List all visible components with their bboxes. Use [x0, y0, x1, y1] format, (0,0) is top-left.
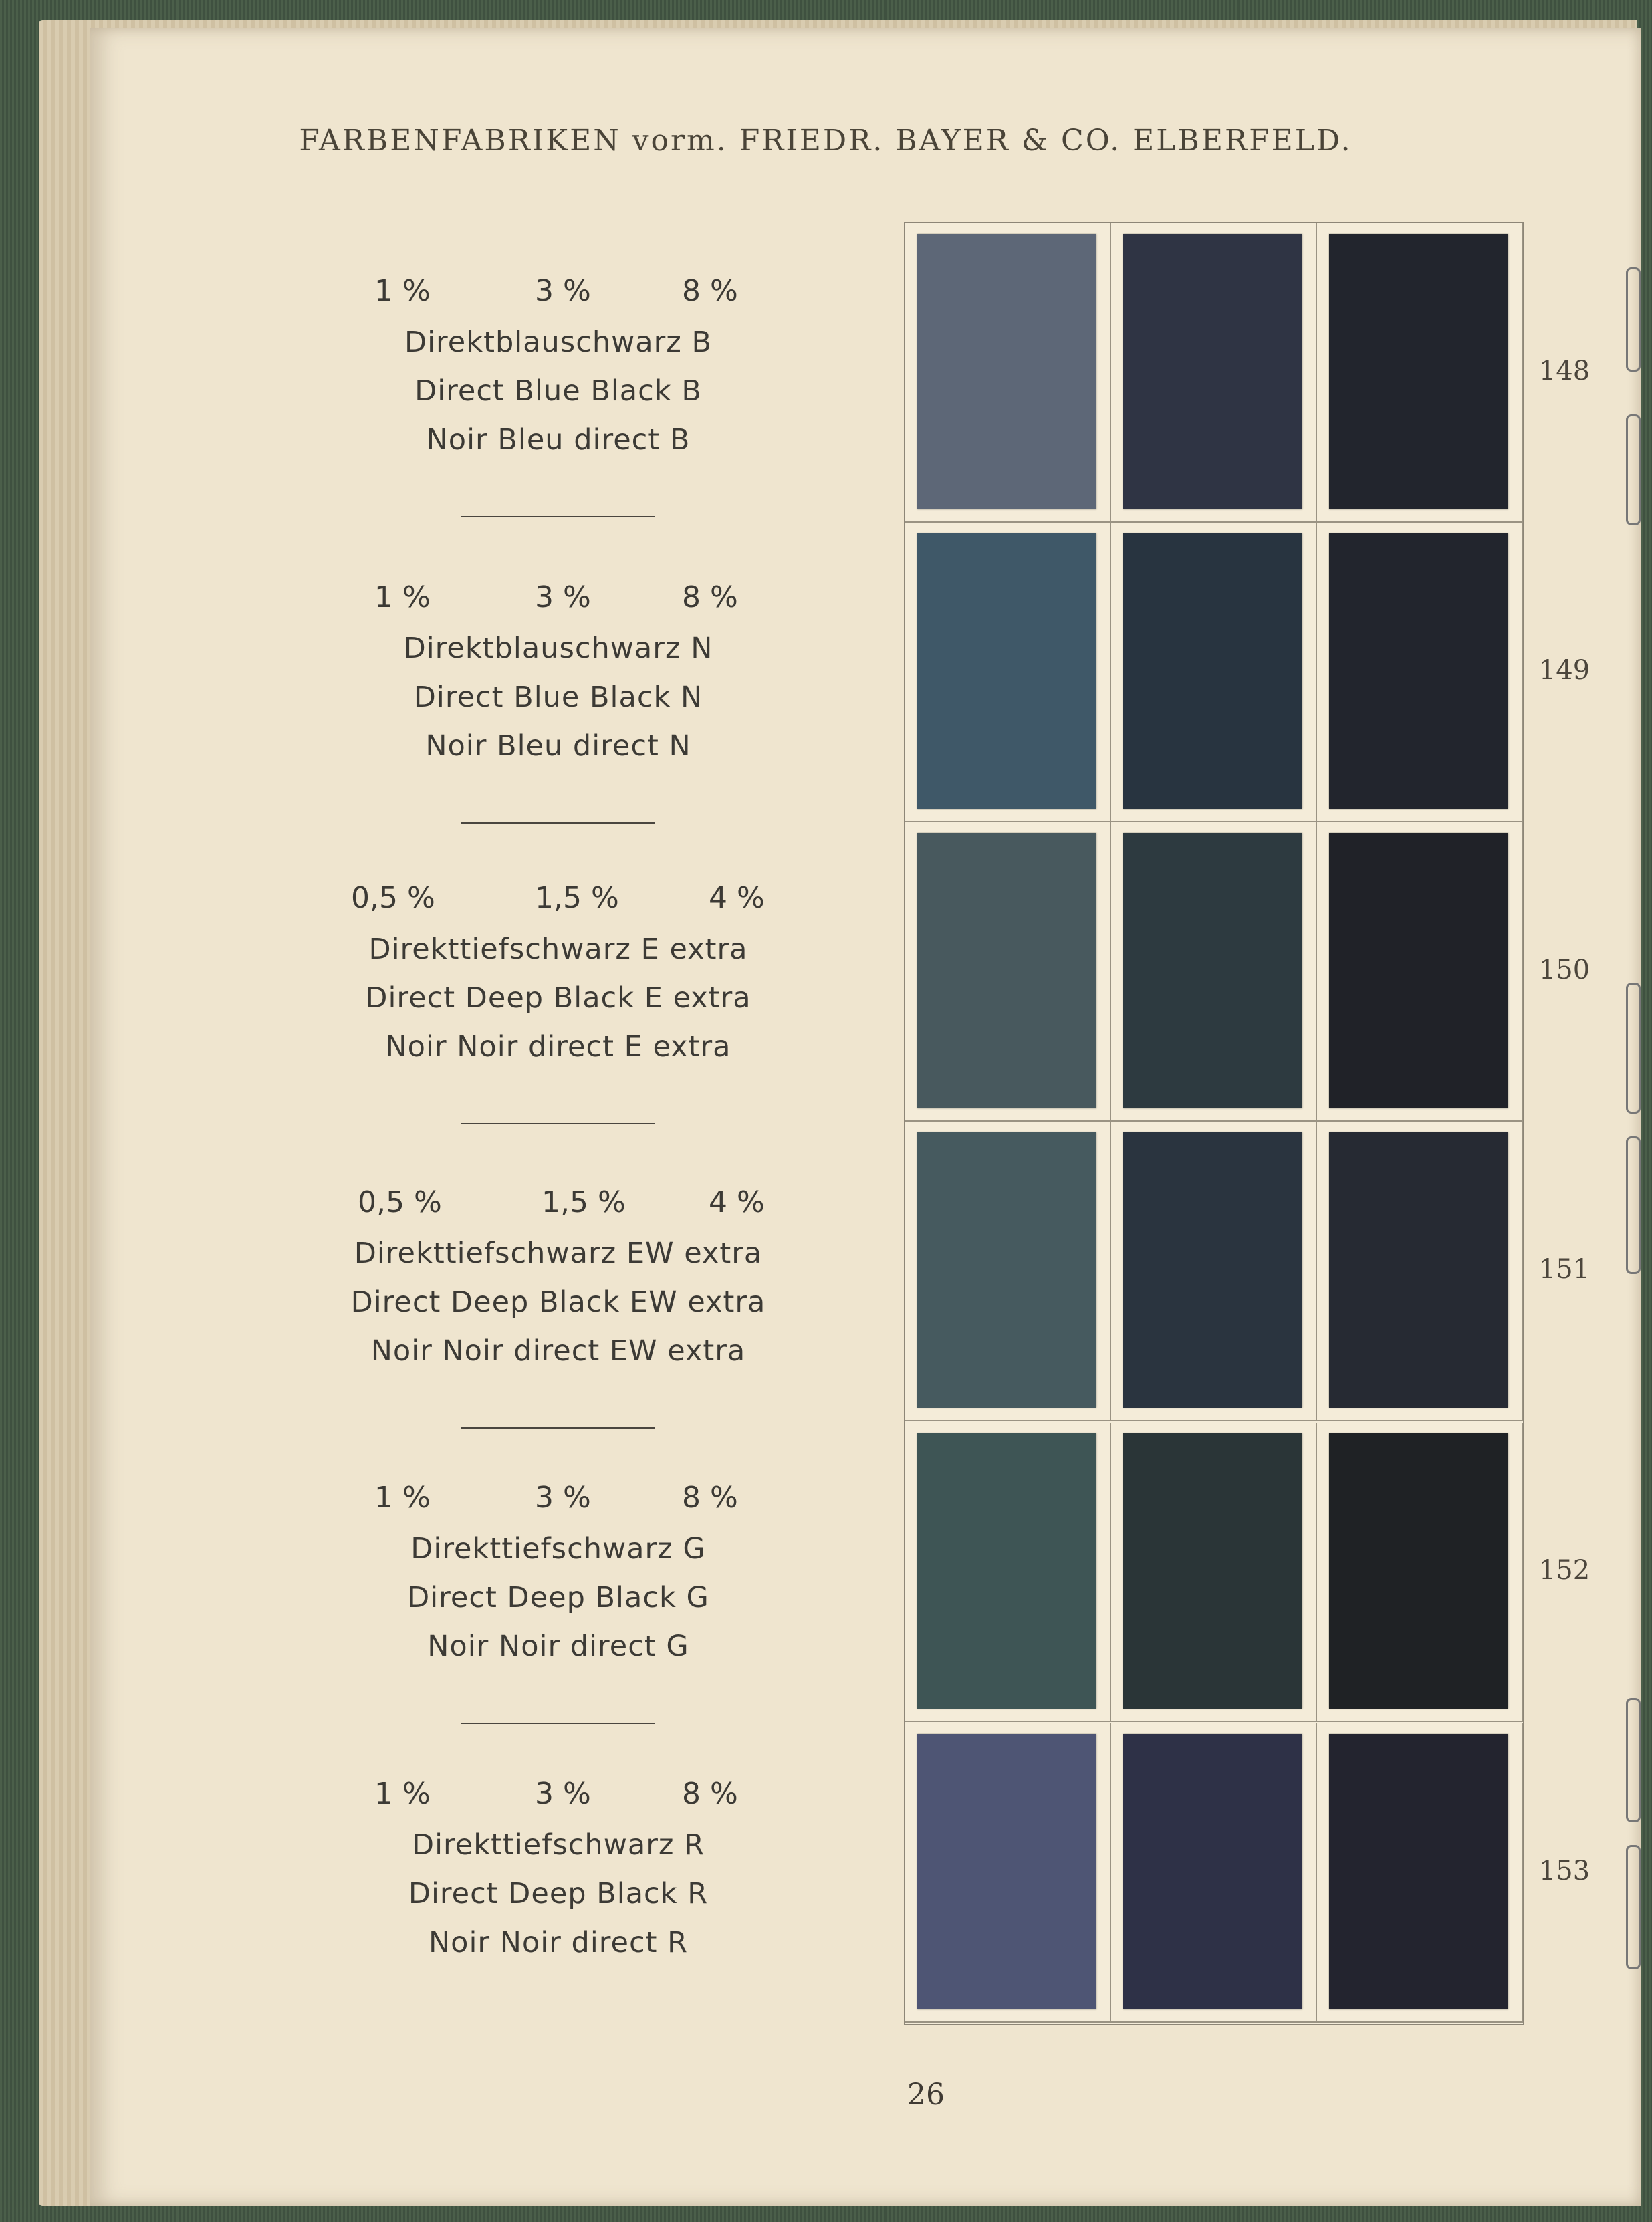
swatch-cell [1111, 822, 1317, 1122]
binding-clip [1626, 267, 1641, 372]
fabric-swatch [917, 1132, 1096, 1408]
dye-name: Direct Blue Black N [413, 681, 703, 714]
percentage-label: 4 % [709, 1185, 765, 1219]
fabric-swatch [1329, 833, 1508, 1108]
swatch-grid [904, 222, 1524, 2025]
dye-name: Direct Deep Black G [407, 1581, 709, 1614]
dye-name: Direkttiefschwarz E extra [368, 933, 748, 966]
fabric-swatch [1123, 1433, 1302, 1709]
dye-number: 149 [1538, 655, 1590, 686]
swatch-cell [1111, 1423, 1317, 1722]
fabric-swatch [1123, 833, 1302, 1108]
dye-name: Direktblauschwarz N [403, 632, 713, 665]
swatch-cell [1317, 1423, 1523, 1722]
dye-number: 153 [1538, 1856, 1590, 1886]
dye-entry [287, 580, 829, 771]
swatch-cell [1111, 1723, 1317, 2023]
percentage-label: 3 % [535, 274, 591, 308]
percentage-label: 1,5 % [542, 1185, 626, 1219]
percentage-label: 3 % [535, 1777, 591, 1811]
swatch-cell [905, 1423, 1111, 1722]
dye-entry [287, 1777, 829, 1967]
dye-name: Direkttiefschwarz R [411, 1828, 705, 1862]
percentage-row [287, 580, 829, 624]
divider-rule [461, 516, 655, 517]
page-number: 26 [907, 2078, 945, 2112]
fabric-swatch [1123, 234, 1302, 509]
binding-clip [1626, 983, 1641, 1114]
fabric-swatch [917, 234, 1096, 509]
page-header: FARBENFABRIKEN vorm. FRIEDR. BAYER & CO. ELBERFELD. [299, 124, 1352, 158]
swatch-cell [1111, 1122, 1317, 1421]
percentage-label: 1 % [374, 580, 431, 614]
swatch-cell [1317, 1723, 1523, 2023]
dye-number: 150 [1538, 955, 1590, 985]
fabric-swatch [1123, 1734, 1302, 2009]
percentage-label: 8 % [682, 1481, 738, 1515]
percentage-row [287, 1777, 829, 1821]
fabric-swatch [917, 1734, 1096, 2009]
fabric-swatch [1123, 1132, 1302, 1408]
percentage-label: 8 % [682, 580, 738, 614]
divider-rule [461, 822, 655, 824]
dye-number: 151 [1538, 1254, 1590, 1285]
binding-clip [1626, 414, 1641, 525]
percentage-label: 1 % [374, 1777, 431, 1811]
swatch-cell [905, 223, 1111, 523]
dye-number: 148 [1538, 356, 1590, 386]
fabric-swatch [917, 533, 1096, 809]
percentage-row [287, 274, 829, 318]
swatch-cell [905, 1122, 1111, 1421]
swatch-cell [1111, 523, 1317, 822]
percentage-label: 4 % [709, 881, 765, 915]
percentage-row [287, 881, 829, 925]
fabric-swatch [1123, 533, 1302, 809]
dye-name: Direkttiefschwarz G [410, 1532, 706, 1566]
fabric-swatch [1329, 533, 1508, 809]
dye-name: Direct Deep Black R [408, 1877, 709, 1910]
dye-name: Direct Blue Black B [415, 374, 702, 408]
dye-name: Noir Noir direct G [427, 1630, 689, 1663]
percentage-label: 3 % [535, 1481, 591, 1515]
dye-number: 152 [1538, 1555, 1590, 1586]
percentage-label: 0,5 % [351, 881, 435, 915]
percentage-label: 1 % [374, 274, 431, 308]
divider-rule [461, 1427, 655, 1429]
swatch-cell [1317, 523, 1523, 822]
percentage-label: 8 % [682, 274, 738, 308]
percentage-label: 3 % [535, 580, 591, 614]
swatch-cell [905, 523, 1111, 822]
fabric-swatch [1329, 1132, 1508, 1408]
fabric-swatch [917, 1433, 1096, 1709]
percentage-row [287, 1185, 829, 1229]
dye-entry [287, 1481, 829, 1671]
dye-name: Direct Deep Black E extra [365, 981, 751, 1015]
divider-rule [461, 1723, 655, 1724]
swatch-cell [905, 1723, 1111, 2023]
dye-entry [287, 1185, 829, 1376]
percentage-label: 0,5 % [358, 1185, 442, 1219]
binding-clip [1626, 1136, 1641, 1274]
percentage-label: 8 % [682, 1777, 738, 1811]
percentage-row [287, 1481, 829, 1525]
binding-clip [1626, 1698, 1641, 1822]
swatch-cell [1317, 223, 1523, 523]
swatch-cell [905, 822, 1111, 1122]
dye-name: Noir Noir direct EW extra [370, 1334, 746, 1368]
dye-name: Direkttiefschwarz EW extra [354, 1237, 763, 1270]
dye-name: Direct Deep Black EW extra [350, 1285, 766, 1319]
dye-name: Direktblauschwarz B [404, 326, 713, 359]
dye-entry [287, 274, 829, 465]
dye-entry [287, 881, 829, 1072]
dye-name: Noir Noir direct R [428, 1926, 688, 1959]
swatch-cell [1111, 223, 1317, 523]
fabric-swatch [917, 833, 1096, 1108]
fabric-swatch [1329, 234, 1508, 509]
divider-rule [461, 1123, 655, 1124]
percentage-label: 1 % [374, 1481, 431, 1515]
percentage-label: 1,5 % [535, 881, 619, 915]
swatch-cell [1317, 822, 1523, 1122]
fabric-swatch [1329, 1433, 1508, 1709]
fabric-swatch [1329, 1734, 1508, 2009]
dye-name: Noir Bleu direct B [426, 423, 691, 457]
dye-name: Noir Noir direct E extra [385, 1030, 731, 1064]
dye-name: Noir Bleu direct N [425, 729, 691, 763]
swatch-cell [1317, 1122, 1523, 1421]
binding-clip [1626, 1845, 1641, 1969]
